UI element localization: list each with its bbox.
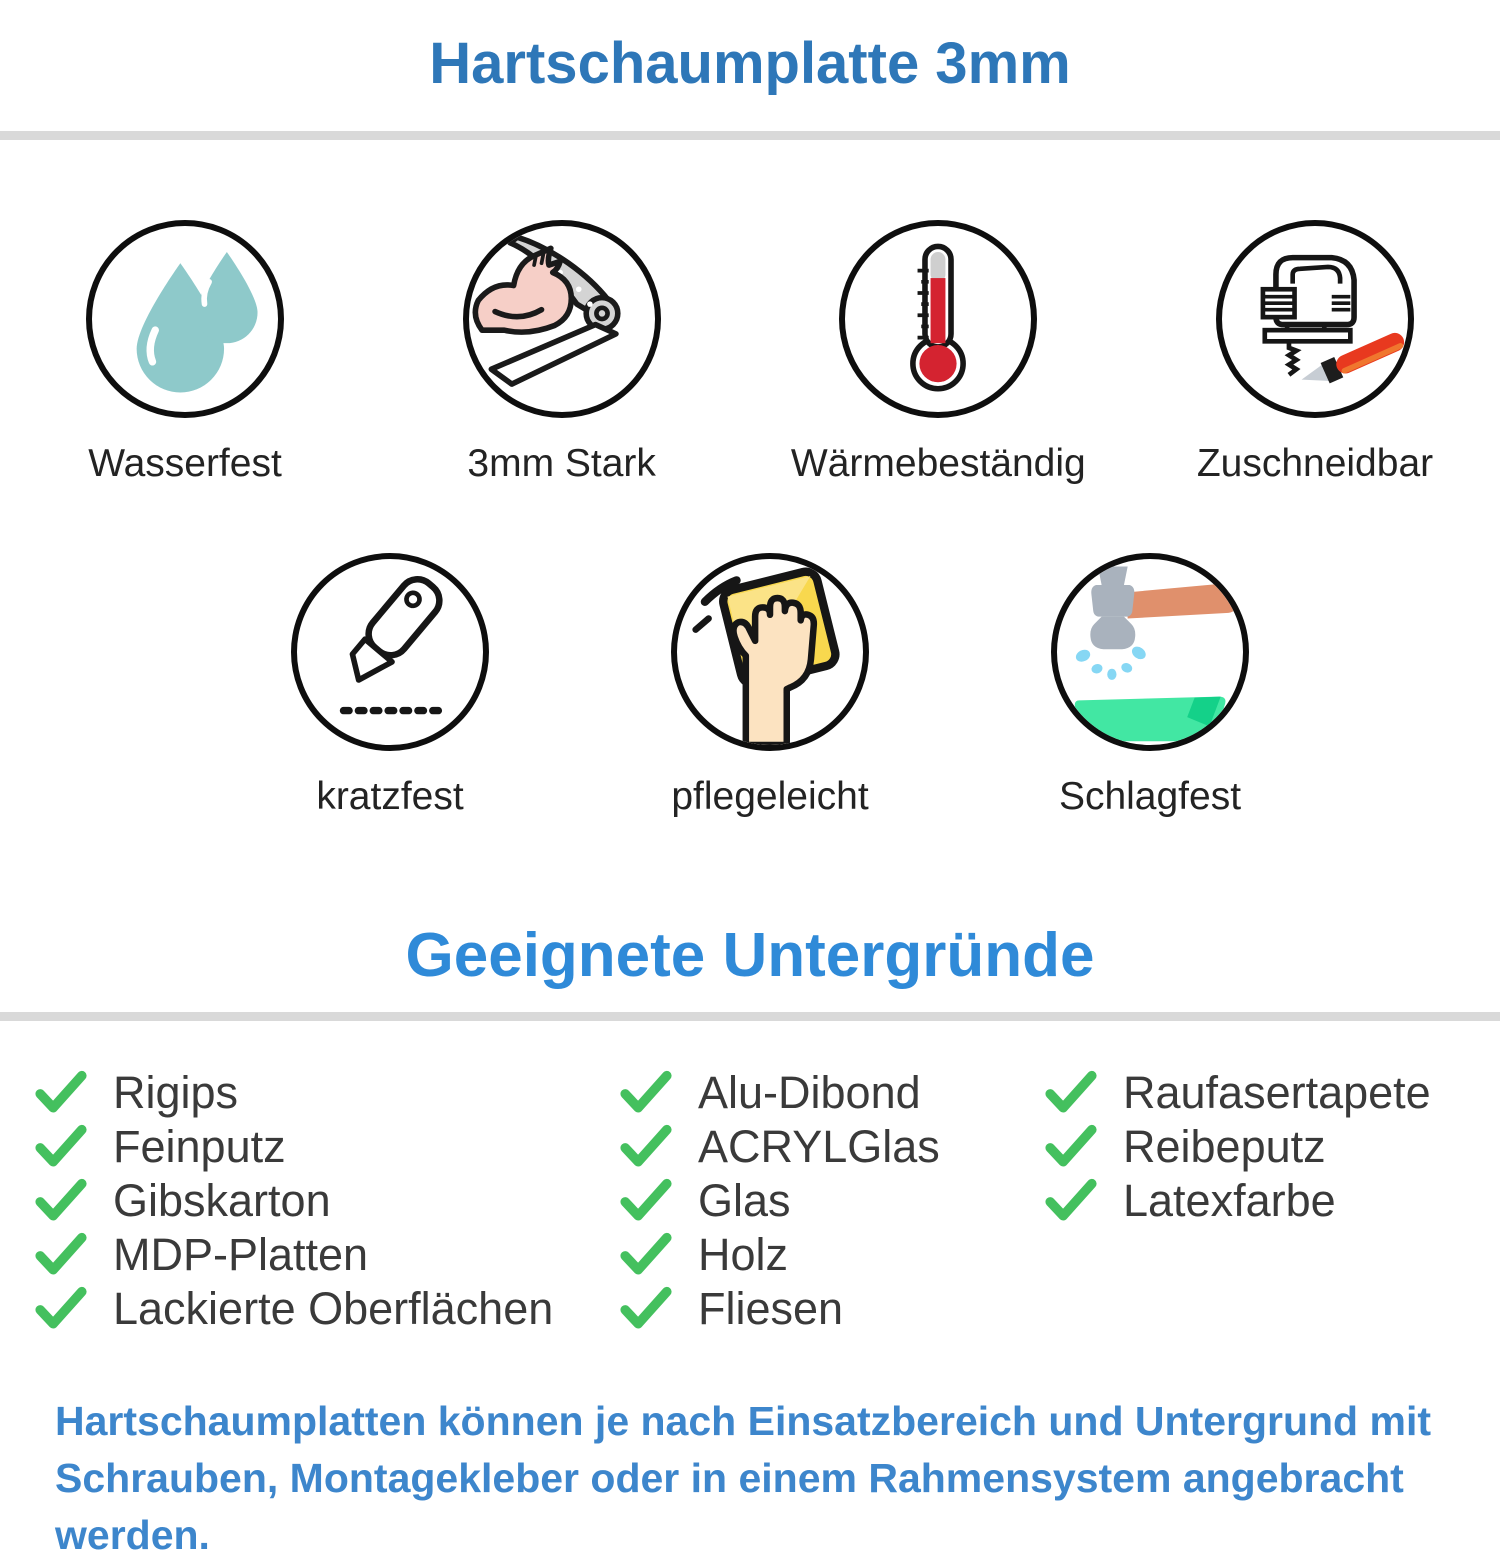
list-item xyxy=(35,1228,620,1282)
list-item xyxy=(35,1120,620,1174)
cleaning-hand-icon xyxy=(671,553,869,751)
divider-top xyxy=(0,131,1500,140)
thermometer-icon xyxy=(839,220,1037,418)
list-item xyxy=(1045,1120,1485,1174)
list-item-label: Lackierte Oberflächen xyxy=(113,1283,554,1334)
feature-row-1 xyxy=(10,220,1490,486)
feature-label: Zuschneidbar xyxy=(1196,442,1434,485)
jigsaw-icon xyxy=(1216,220,1414,418)
feature-pflegeleicht xyxy=(625,553,915,819)
check-icon xyxy=(35,1286,87,1332)
check-icon xyxy=(620,1070,672,1116)
list-item xyxy=(35,1174,620,1228)
section-title-untergruende: Geeignete Untergründe xyxy=(405,921,1095,990)
footer-line: Schrauben, Montagekleber oder in einem Rahmensystem angebracht werden. xyxy=(55,1455,1404,1558)
feature-3mm-stark xyxy=(387,220,737,486)
list-item-label: Rigips xyxy=(113,1067,239,1118)
list-item xyxy=(620,1174,1045,1228)
list-item-label: Holz xyxy=(698,1229,789,1280)
list-item xyxy=(620,1120,1045,1174)
substrates-column-3 xyxy=(1045,1066,1485,1336)
hammer-icon xyxy=(1051,553,1249,751)
feature-label: Wasserfest xyxy=(88,442,282,485)
feature-wasserfest xyxy=(10,220,360,486)
feature-label: 3mm Stark xyxy=(467,442,656,485)
check-icon xyxy=(35,1124,87,1170)
feature-label: pflegeleicht xyxy=(671,775,869,818)
footer-note xyxy=(55,1393,1455,1564)
check-icon xyxy=(620,1232,672,1278)
list-item-label: Gibskarton xyxy=(113,1175,331,1226)
check-icon xyxy=(620,1124,672,1170)
list-item-label: Reibeputz xyxy=(1123,1121,1326,1172)
list-item xyxy=(620,1282,1045,1336)
footer-line: Hartschaumplatten können je nach Einsatzbereich und Untergrund mit xyxy=(55,1398,1431,1444)
list-item xyxy=(620,1066,1045,1120)
list-item-label: MDP-Platten xyxy=(113,1229,369,1280)
feature-kratzfest xyxy=(245,553,535,819)
check-icon xyxy=(35,1232,87,1278)
list-item xyxy=(35,1066,620,1120)
feature-schlagfest xyxy=(1005,553,1295,819)
page-title: Hartschaumplatte 3mm xyxy=(429,31,1071,96)
utility-knife-icon xyxy=(291,553,489,751)
check-icon xyxy=(1045,1070,1097,1116)
list-item xyxy=(620,1228,1045,1282)
check-icon xyxy=(1045,1178,1097,1224)
feature-label: kratzfest xyxy=(316,775,464,818)
feature-zuschneidbar xyxy=(1140,220,1490,486)
check-icon xyxy=(620,1286,672,1332)
substrates-column-1 xyxy=(35,1066,620,1336)
feature-waermebestaendig xyxy=(763,220,1113,486)
check-icon xyxy=(1045,1124,1097,1170)
substrates-column-2 xyxy=(620,1066,1045,1336)
list-item xyxy=(1045,1174,1485,1228)
feature-label: Wärmebeständig xyxy=(790,442,1086,485)
list-item-label: ACRYLGlas xyxy=(698,1121,940,1172)
check-icon xyxy=(620,1178,672,1224)
muscle-arm-icon xyxy=(463,220,661,418)
check-icon xyxy=(35,1178,87,1224)
list-item-label: Glas xyxy=(698,1175,791,1226)
list-item xyxy=(35,1282,620,1336)
list-item-label: Raufasertapete xyxy=(1123,1067,1431,1118)
list-item xyxy=(1045,1066,1485,1120)
list-item-label: Feinputz xyxy=(113,1121,286,1172)
list-item-label: Alu-Dibond xyxy=(698,1067,921,1118)
list-item-label: Fliesen xyxy=(698,1283,844,1334)
water-drops-icon xyxy=(86,220,284,418)
check-icon xyxy=(35,1070,87,1116)
substrates-list xyxy=(35,1066,1485,1336)
feature-row-2 xyxy=(30,553,1500,819)
list-item-label: Latexfarbe xyxy=(1123,1175,1336,1226)
feature-label: Schlagfest xyxy=(1058,775,1242,818)
divider-middle xyxy=(0,1012,1500,1021)
